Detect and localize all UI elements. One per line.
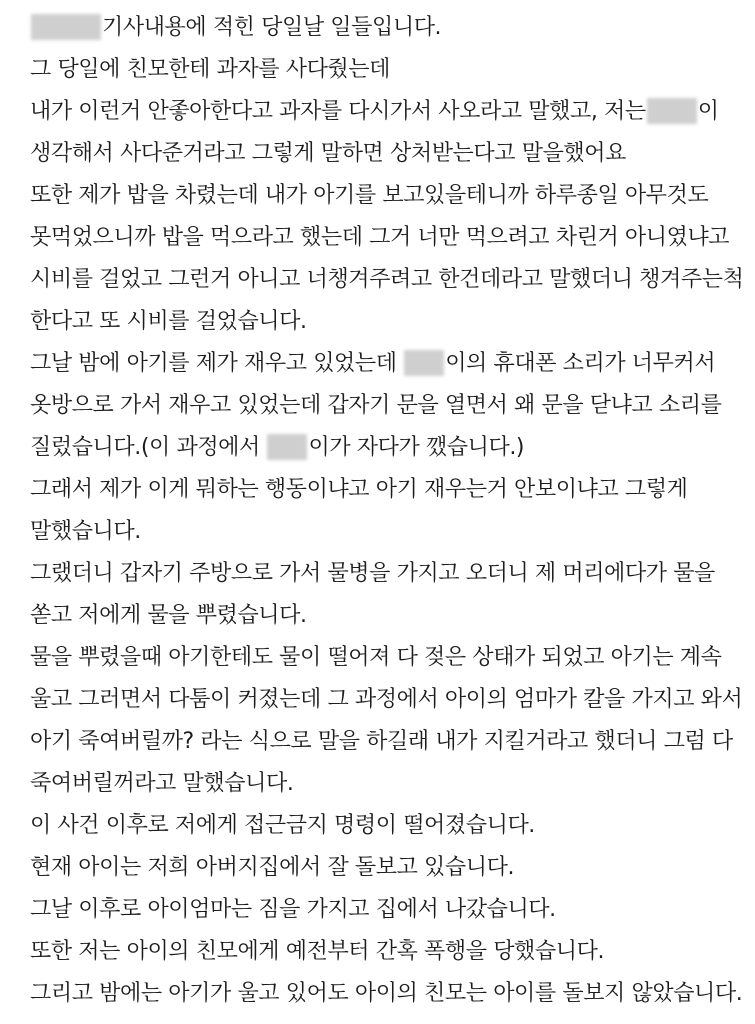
text-line: 말했습니다. xyxy=(30,519,141,544)
text-line xyxy=(30,349,715,379)
text-fragment: 이의 휴대폰 소리가 너무커서 xyxy=(445,351,716,376)
text-line: 쏟고 저에게 물을 뿌렸습니다. xyxy=(30,603,307,628)
text-fragment: 기사내용에 적힌 당일날 일들입니다. xyxy=(102,15,442,40)
text-line: 또한 저는 아이의 친모에게 예전부터 간혹 폭행을 당했습니다. xyxy=(30,939,605,964)
text-line: 이 사건 이후로 저에게 접근금지 명령이 떨어졌습니다. xyxy=(30,813,535,838)
redacted-name xyxy=(647,98,697,124)
text-line: 그래서 제가 이게 뭐하는 행동이냐고 아기 재우는거 안보이냐고 그렇게 xyxy=(30,477,688,502)
text-line: 그 당일에 친모한테 과자를 사다줬는데 xyxy=(30,57,391,82)
text-line: 옷방으로 가서 재우고 있었는데 갑자기 문을 열면서 왜 문을 닫냐고 소리를 xyxy=(30,393,722,418)
text-line: 아기 죽여버릴까? 라는 식으로 말을 하길래 내가 지킬거라고 했더니 그럼 다 xyxy=(30,729,733,754)
text-line xyxy=(30,13,441,43)
text-line: 죽여버릴꺼라고 말했습니다. xyxy=(30,771,294,796)
text-line: 그랬더니 갑자기 주방으로 가서 물병을 가지고 오더니 제 머리에다가 물을 xyxy=(30,561,715,586)
text-line: 시비를 걸었고 그런거 아니고 너챙겨주려고 한건데라고 말했더니 챙겨주는척 xyxy=(30,267,744,292)
text-line: 생각해서 사다준거라고 그렇게 말하면 상처받는다고 말을했어요 xyxy=(30,141,626,166)
text-fragment: 이가 자다가 깼습니다.) xyxy=(308,435,525,460)
text-line: 현재 아이는 저희 아버지집에서 잘 돌보고 있습니다. xyxy=(30,855,515,880)
text-fragment: 질렀습니다.(이 과정에서 xyxy=(30,435,260,460)
text-line xyxy=(30,97,719,127)
text-fragment: 그날 밤에 아기를 제가 재우고 있었는데 xyxy=(30,351,397,376)
text-line: 또한 제가 밥을 차렸는데 내가 아기를 보고있을테니까 하루종일 아무것도 xyxy=(30,183,709,208)
text-line: 한다고 또 시비를 걸었습니다. xyxy=(30,309,307,334)
text-line xyxy=(30,433,524,463)
text-line: 그리고 밤에는 아기가 울고 있어도 아이의 친모는 아이를 돌보지 않았습니다. xyxy=(30,981,743,1006)
text-line: 못먹었으니까 밥을 먹으라고 했는데 그거 너만 먹으려고 차린거 아니였냐고 xyxy=(30,225,730,250)
redacted-name xyxy=(404,350,444,376)
text-line: 물을 뿌렸을때 아기한테도 물이 떨어져 다 젖은 상태가 되었고 아기는 계속 xyxy=(30,645,722,670)
text-fragment: 내가 이런거 안좋아한다고 과자를 다시가서 사오라고 말했고, 저는 xyxy=(30,99,646,124)
text-line: 그날 이후로 아이엄마는 짐을 가지고 집에서 나갔습니다. xyxy=(30,897,556,922)
text-line: 울고 그러면서 다툼이 커졌는데 그 과정에서 아이의 엄마가 칼을 가지고 와서 xyxy=(30,687,743,712)
redacted-name xyxy=(267,434,307,460)
redacted-name xyxy=(31,14,101,40)
text-fragment: 이 xyxy=(697,99,719,124)
